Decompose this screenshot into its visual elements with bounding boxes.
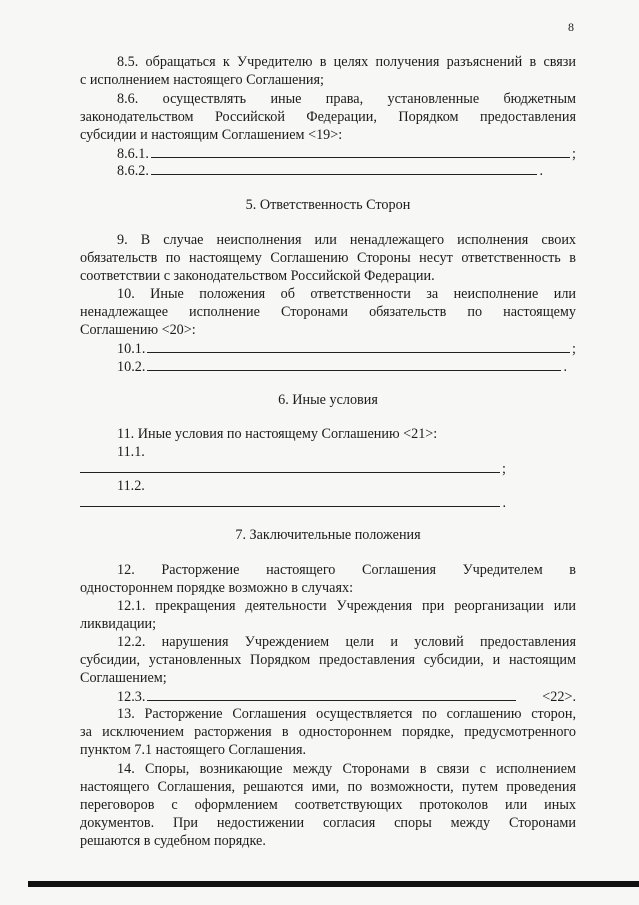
clause-14-line-4: документов. При недостижении согласия споры между Сторонами bbox=[80, 815, 576, 831]
fill-in-line bbox=[151, 162, 538, 175]
clause-8-6-line-1: 8.6. осуществлять иные права, установленные бюджетным bbox=[117, 91, 576, 107]
clause-13-line-2: за исключением расторжения в одностороннем порядке, предусмотренного bbox=[80, 724, 576, 740]
clause-9-line-2: обязательств по настоящему Соглашению Стороны несут ответственность в bbox=[80, 250, 576, 266]
clause-8-6-1 bbox=[117, 145, 576, 163]
clause-12-1-line-1: 12.1. прекращения деятельности Учреждения при реорганизации или bbox=[117, 598, 576, 614]
section-6-heading: 6. Иные условия bbox=[278, 392, 378, 408]
clause-12-3-label: 12.3. bbox=[117, 689, 146, 705]
clause-10-2 bbox=[117, 358, 567, 376]
line-end-semicolon: ; bbox=[572, 341, 576, 357]
clause-10-1-label: 10.1. bbox=[117, 341, 146, 357]
clause-10-2-label: 10.2. bbox=[117, 359, 146, 375]
line-end-semicolon: ; bbox=[572, 146, 576, 162]
clause-14-line-2: настоящего Соглашения, решаются ими, по возможности, путем проведения bbox=[80, 779, 576, 795]
clause-12-line-1: 12. Расторжение настоящего Соглашения Учредителем в bbox=[117, 562, 576, 578]
clause-10-line-1: 10. Иные положения об ответственности за неисполнение или bbox=[117, 286, 576, 302]
clause-13-line-1: 13. Расторжение Соглашения осуществляется по соглашению сторон, bbox=[117, 706, 576, 722]
clause-10-line-2: ненадлежащее исполнение Сторонами обязательств по настоящему bbox=[80, 304, 576, 320]
clause-12-2-line-2: субсидии, установленных Порядком предоставления субсидии, и настоящим bbox=[80, 652, 576, 668]
clause-11: 11. Иные условия по настоящему Соглашению <21>: bbox=[117, 426, 438, 442]
clause-11-2-label: 11.2. bbox=[117, 478, 145, 494]
clause-8-5-line-2: с исполнением настоящего Соглашения; bbox=[80, 72, 324, 88]
fill-in-line bbox=[147, 358, 561, 371]
clause-11-2-line bbox=[80, 494, 506, 512]
clause-8-6-2 bbox=[117, 162, 543, 180]
clause-8-6-line-3: субсидии и настоящим Соглашением <19>: bbox=[80, 127, 343, 143]
fill-in-line bbox=[147, 340, 570, 353]
clause-11-1-line bbox=[80, 460, 506, 478]
clause-8-6-2-label: 8.6.2. bbox=[117, 163, 149, 179]
clause-8-5-line-1: 8.5. обращаться к Учредителю в целях получения разъяснений в связи bbox=[117, 54, 576, 70]
clause-8-6-line-2: законодательством Российской Федерации, Порядком предоставления bbox=[80, 109, 576, 125]
clause-14-line-3: переговоров с оформлением соответствующих протоколов или иных bbox=[80, 797, 576, 813]
clause-11-1-label: 11.1. bbox=[117, 444, 145, 460]
clause-14-line-1: 14. Споры, возникающие между Сторонами в связи с исполнением bbox=[117, 761, 576, 777]
clause-12-2-line-1: 12.2. нарушения Учреждением цели и условий предоставления bbox=[117, 634, 576, 650]
line-end-period: . bbox=[502, 495, 506, 511]
clause-8-6-1-label: 8.6.1. bbox=[117, 146, 149, 162]
clause-12-3 bbox=[117, 688, 576, 706]
clause-9-line-3: соответствии с законодательством Российской Федерации. bbox=[80, 268, 435, 284]
fill-in-line bbox=[80, 460, 500, 473]
scan-edge-bar bbox=[28, 881, 639, 887]
fill-in-line bbox=[80, 494, 500, 507]
line-end-period: . bbox=[563, 359, 567, 375]
clause-10-line-3: Соглашению <20>: bbox=[80, 322, 196, 338]
footnote-ref-22: <22>. bbox=[542, 689, 576, 705]
line-end-period: . bbox=[539, 163, 543, 179]
fill-in-line bbox=[151, 145, 570, 158]
clause-14-line-5: решаются в судебном порядке. bbox=[80, 833, 266, 849]
clause-9-line-1: 9. В случае неисполнения или ненадлежащего исполнения своих bbox=[117, 232, 576, 248]
clause-10-1 bbox=[117, 340, 576, 358]
clause-13-line-3: пунктом 7.1 настоящего Соглашения. bbox=[80, 742, 307, 758]
page-number: 8 bbox=[568, 20, 574, 34]
section-7-heading: 7. Заключительные положения bbox=[235, 527, 421, 543]
fill-in-line bbox=[147, 688, 516, 701]
section-5-heading: 5. Ответственность Сторон bbox=[245, 197, 411, 213]
clause-12-2-line-3: Соглашением; bbox=[80, 670, 167, 686]
line-end-semicolon: ; bbox=[502, 461, 506, 477]
clause-12-line-2: одностороннем порядке возможно в случаях: bbox=[80, 580, 354, 596]
clause-12-1-line-2: ликвидации; bbox=[80, 616, 157, 632]
